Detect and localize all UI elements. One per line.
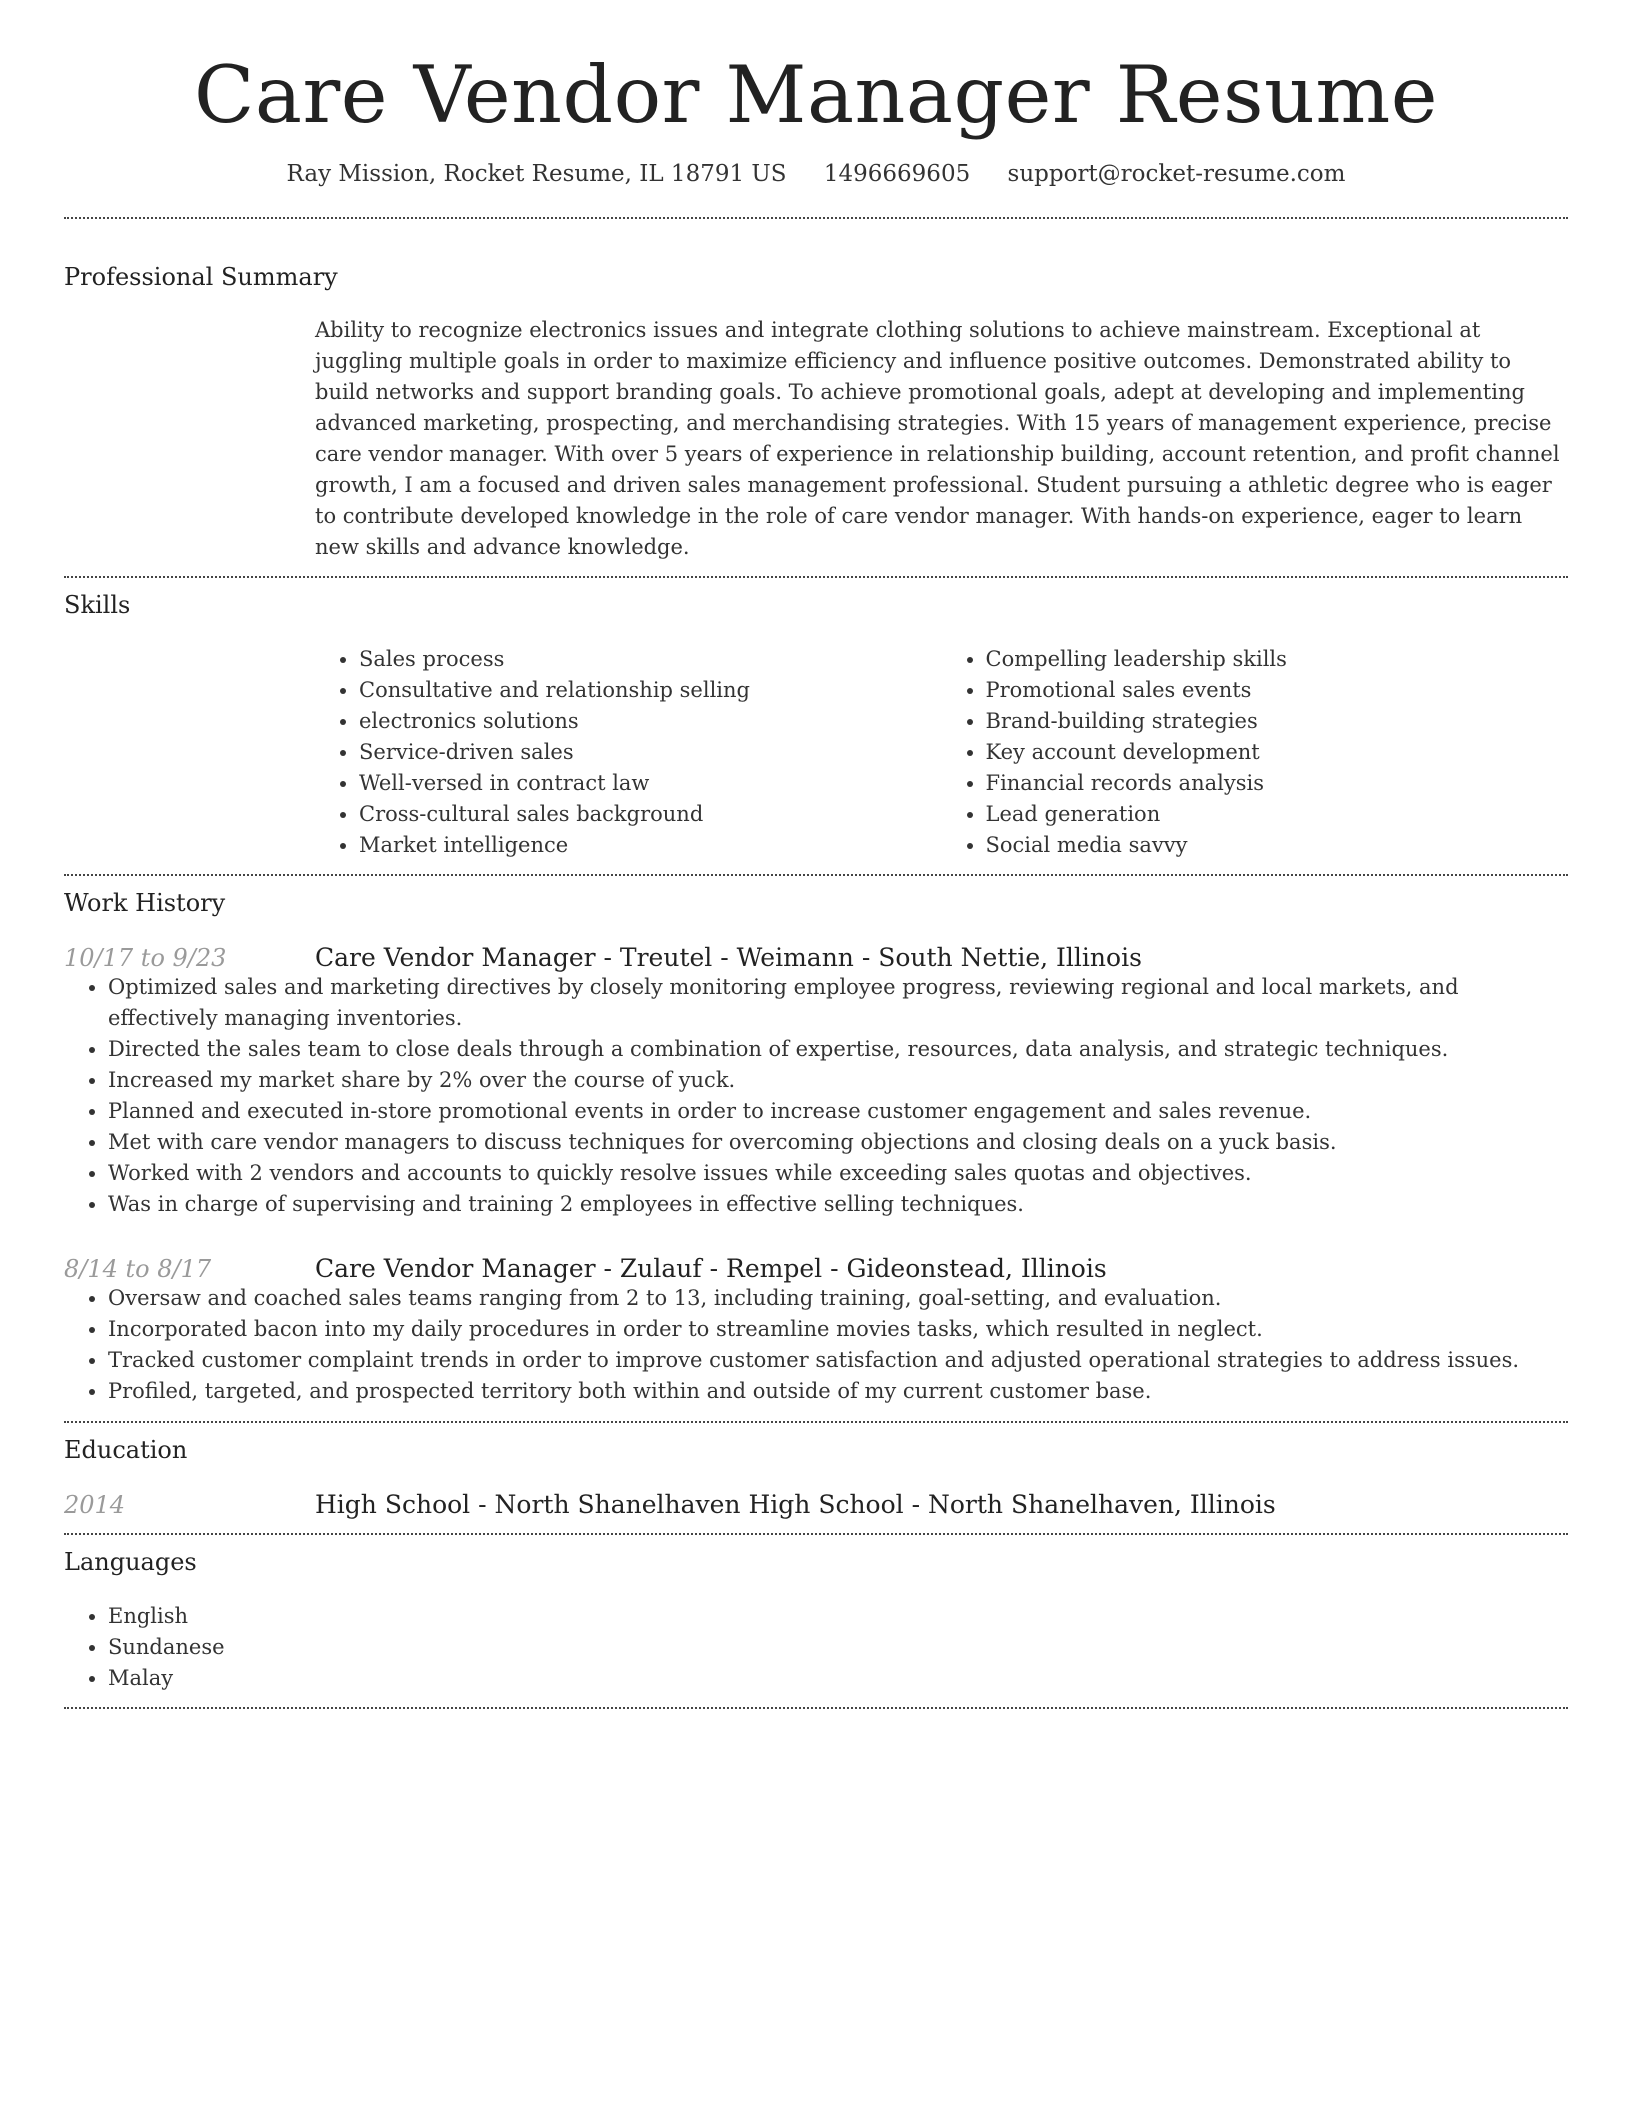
job-bullet: • Tracked customer complaint trends in order to improve customer satisfaction and adjusted operational strategies to address issues. (108, 1345, 1568, 1376)
work-section (64, 876, 1568, 1407)
languages-list (64, 1601, 1317, 1694)
contact-line (64, 161, 1568, 187)
job-bullets (64, 972, 1568, 1220)
education-year: 2014 (64, 1490, 126, 1519)
job-dates: 10/17 to 9/23 (64, 943, 227, 972)
skill-item: • Social media savvy (986, 830, 1569, 861)
job-bullet: • Planned and executed in-store promotional events in order to increase customer engagement and sales revenue. (108, 1096, 1568, 1127)
skill-item: • Market intelligence (359, 830, 942, 861)
contact-email: support@rocket-resume.com (1007, 160, 1346, 187)
job-bullet: • Worked with 2 vendors and accounts to quickly resolve issues while exceeding sales quotas and objectives. (108, 1158, 1568, 1189)
job-entry (64, 943, 1568, 1220)
skill-item: • Lead generation (986, 799, 1569, 830)
job-header (64, 1254, 1568, 1283)
skills-section (64, 578, 1568, 861)
job-entry (64, 1254, 1568, 1407)
education-section (64, 1423, 1568, 1519)
skills-list-right (942, 644, 1569, 861)
job-bullets (64, 1283, 1568, 1407)
language-item: • Sundanese (108, 1632, 1317, 1663)
skill-item: • Compelling leadership skills (986, 644, 1569, 675)
job-bullet: • Profiled, targeted, and prospected territory both within and outside of my current customer base. (108, 1376, 1568, 1407)
job-bullet: • Incorporated bacon into my daily procedures in order to streamline movies tasks, which resulted in neglect. (108, 1314, 1568, 1345)
skills-list-left (315, 644, 942, 861)
languages-heading: Languages (64, 1547, 197, 1576)
job-bullet: • Optimized sales and marketing directives by closely monitoring employee progress, reviewing regional and local markets, and effectively managing inventories. (108, 972, 1568, 1034)
skills-heading: Skills (64, 590, 131, 619)
job-dates: 8/14 to 8/17 (64, 1254, 212, 1283)
skill-item: • Cross-cultural sales background (359, 799, 942, 830)
language-item: • Malay (108, 1663, 1317, 1694)
skill-item: • Brand-building strategies (986, 706, 1569, 737)
education-detail: High School - North Shanelhaven High School - North Shanelhaven, Illinois (315, 1489, 1276, 1519)
skill-item: • Well-versed in contract law (359, 768, 942, 799)
language-item: • English (108, 1601, 1317, 1632)
education-entry (64, 1490, 1568, 1519)
work-heading: Work History (64, 888, 226, 917)
resume-page (64, 0, 1568, 1709)
education-heading: Education (64, 1435, 188, 1464)
summary-heading: Professional Summary (64, 262, 338, 291)
skill-item: • electronics solutions (359, 706, 942, 737)
job-title: Care Vendor Manager - Treutel - Weimann - South Nettie, Illinois (315, 942, 1142, 972)
skill-item: • Financial records analysis (986, 768, 1569, 799)
skill-item: • Sales process (359, 644, 942, 675)
job-header (64, 943, 1568, 972)
skill-item: • Key account development (986, 737, 1569, 768)
job-bullet: • Met with care vendor managers to discuss techniques for overcoming objections and closing deals on a yuck basis. (108, 1127, 1568, 1158)
job-bullet: • Increased my market share by 2% over the course of yuck. (108, 1065, 1568, 1096)
contact-address: Ray Mission, Rocket Resume, IL 18791 US (286, 160, 787, 187)
languages-section (64, 1535, 1568, 1694)
skills-columns (315, 644, 1568, 861)
job-bullet: • Oversaw and coached sales teams ranging from 2 to 13, including training, goal-setting, and evaluation. (108, 1283, 1568, 1314)
skill-item: • Consultative and relationship selling (359, 675, 942, 706)
summary-section (64, 219, 1568, 563)
resume-title: Care Vendor Manager Resume (193, 49, 1439, 141)
contact-phone: 1496669605 (823, 160, 971, 187)
skill-item: • Service-driven sales (359, 737, 942, 768)
divider (64, 1707, 1568, 1709)
job-title: Care Vendor Manager - Zulauf - Rempel - Gideonstead, Illinois (315, 1253, 1107, 1283)
summary-text: Ability to recognize electronics issues and integrate clothing solutions to achieve mainstream. Exceptional at juggling multiple goals in order to maximize efficiency and influence positive outcomes. Demonstrated ability to build networks and support branding goals. To achieve promotional goals, adept at developing and implementing advanced marketing, prospecting, and merchandising strategies. With 15 years of management experience, precise care vendor manager. With over 5 years of experience in relationship building, account retention, and profit channel growth, I am a focused and driven sales management professional. Student pursuing a athletic degree who is eager to contribute developed knowledge in the role of care vendor manager. With hands-on experience, eager to learn new skills and advance knowledge. (315, 317, 1560, 559)
skill-item: • Promotional sales events (986, 675, 1569, 706)
job-bullet: • Was in charge of supervising and training 2 employees in effective selling techniques. (108, 1189, 1568, 1220)
job-bullet: • Directed the sales team to close deals through a combination of expertise, resources, data analysis, and strategic techniques. (108, 1034, 1568, 1065)
